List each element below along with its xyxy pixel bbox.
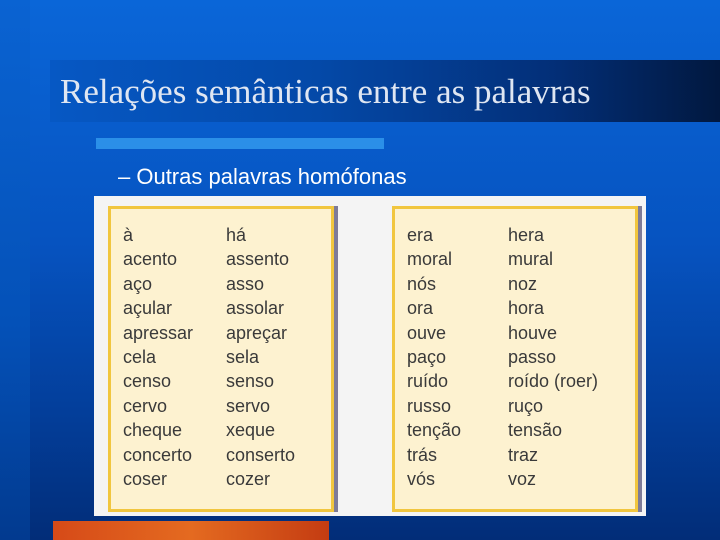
word: era: [407, 225, 434, 245]
word: moral: [407, 249, 453, 270]
word: cozer: [226, 469, 271, 490]
word: nós: [407, 273, 437, 294]
word: apressar: [123, 322, 194, 343]
word: servo: [226, 395, 271, 416]
right-column-2: [508, 223, 598, 491]
word: hora: [508, 298, 545, 319]
word: russo: [407, 395, 452, 416]
word: acento: [123, 249, 178, 270]
right-column-1: [407, 223, 461, 491]
word: mural: [508, 249, 554, 270]
slide-subtitle: – Outras palavras homófonas: [118, 164, 407, 189]
left-column-1: [123, 223, 193, 491]
bottom-accent-bar: [53, 521, 329, 540]
word: cela: [123, 347, 157, 368]
word: voz: [508, 469, 537, 490]
word: tensão: [508, 420, 563, 441]
word: roído (roer): [508, 371, 599, 392]
word: conserto: [226, 444, 296, 465]
word: ora: [407, 298, 434, 319]
word: traz: [508, 444, 539, 465]
word: aço: [123, 273, 153, 294]
word: passo: [508, 347, 557, 368]
word: ruído: [407, 371, 449, 392]
left-band: [0, 0, 30, 540]
left-word-box: [108, 206, 334, 512]
word: vós: [407, 469, 436, 490]
word: assolar: [226, 298, 285, 319]
word: senso: [226, 371, 275, 392]
word: ouve: [407, 322, 447, 343]
word: hera: [508, 225, 545, 245]
word: há: [226, 225, 247, 245]
word: censo: [123, 371, 172, 392]
word: sela: [226, 347, 260, 368]
word: à: [123, 225, 134, 245]
right-word-box: [392, 206, 638, 512]
word: apreçar: [226, 322, 288, 343]
word: açular: [123, 298, 173, 319]
word: ruço: [508, 395, 544, 416]
word: houve: [508, 322, 558, 343]
word: trás: [407, 444, 438, 465]
slide-title: Relações semânticas entre as palavras: [60, 72, 591, 111]
word: paço: [407, 347, 447, 368]
word: xeque: [226, 420, 276, 441]
word: cheque: [123, 420, 183, 441]
word: noz: [508, 273, 538, 294]
left-column-2: [226, 223, 295, 491]
homophones-table-image: [94, 196, 646, 516]
word: asso: [226, 273, 265, 294]
word: tenção: [407, 420, 462, 441]
word: concerto: [123, 444, 193, 465]
word: assento: [226, 249, 290, 270]
accent-bar: [96, 138, 384, 149]
word: cervo: [123, 395, 168, 416]
word: coser: [123, 469, 168, 490]
